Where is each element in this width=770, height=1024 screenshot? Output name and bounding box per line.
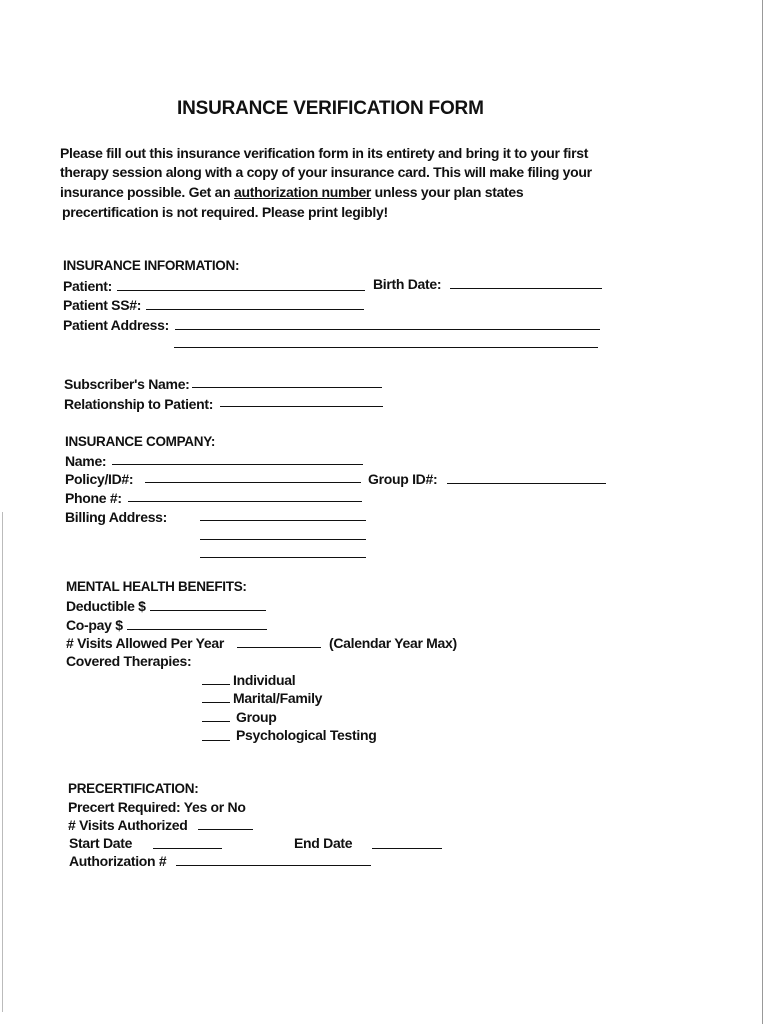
therapy-group-checkline[interactable] xyxy=(202,721,230,722)
covered-therapies-label: Covered Therapies: xyxy=(66,653,192,669)
visits-allowed-label: # Visits Allowed Per Year xyxy=(66,635,224,651)
authorization-label: Authorization # xyxy=(69,853,167,869)
company-name-label: Name: xyxy=(65,453,107,469)
visits-authorized-label: # Visits Authorized xyxy=(68,817,188,833)
intro-line-2: therapy session along with a copy of your insurance card. This will make filing your xyxy=(60,164,592,180)
calendar-year-max-label: (Calendar Year Max) xyxy=(329,635,457,651)
group-id-field[interactable] xyxy=(447,483,606,484)
billing-address-label: Billing Address: xyxy=(65,509,168,525)
policy-id-label: Policy/ID#: xyxy=(65,471,134,487)
end-date-field[interactable] xyxy=(372,848,442,849)
authorization-field[interactable] xyxy=(176,865,371,866)
subscriber-name-field[interactable] xyxy=(192,387,382,388)
intro-line-4: precertification is not required. Please print legibly! xyxy=(62,204,388,220)
intro-line-1: Please fill out this insurance verification form in its entirety and bring it to your first xyxy=(60,145,589,161)
birth-date-label: Birth Date: xyxy=(373,276,442,292)
precert-required-label: Precert Required: Yes or No xyxy=(68,799,246,815)
insurance-information-heading: INSURANCE INFORMATION: xyxy=(63,258,240,273)
copay-field[interactable] xyxy=(127,629,267,630)
intro-line-3-end: unless your plan states xyxy=(371,184,524,200)
policy-id-field[interactable] xyxy=(145,482,361,483)
deductible-field[interactable] xyxy=(150,610,266,611)
authorization-number-text: authorization number xyxy=(233,184,372,200)
therapy-psych-testing-label: Psychological Testing xyxy=(236,727,377,743)
page-edge-right xyxy=(762,0,763,1024)
intro-line-3 xyxy=(60,184,523,200)
insurance-company-heading: INSURANCE COMPANY: xyxy=(65,434,216,449)
group-id-label: Group ID#: xyxy=(368,471,438,487)
intro-line-3-start: insurance possible. Get an xyxy=(60,184,234,200)
visits-authorized-field[interactable] xyxy=(198,829,253,830)
start-date-field[interactable] xyxy=(153,848,222,849)
copay-label: Co-pay $ xyxy=(66,617,123,633)
therapy-group-label: Group xyxy=(236,709,277,725)
patient-ss-label: Patient SS#: xyxy=(63,297,142,313)
form-title: INSURANCE VERIFICATION FORM xyxy=(177,98,484,119)
mental-health-heading: MENTAL HEALTH BENEFITS: xyxy=(66,579,247,594)
birth-date-field[interactable] xyxy=(450,288,602,289)
relationship-label: Relationship to Patient: xyxy=(64,396,214,412)
patient-address-field-2[interactable] xyxy=(174,347,598,348)
patient-label: Patient: xyxy=(63,278,112,294)
phone-field[interactable] xyxy=(128,501,362,502)
start-date-label: Start Date xyxy=(69,835,133,851)
page-edge-left xyxy=(2,512,3,1012)
deductible-label: Deductible $ xyxy=(66,598,146,614)
phone-label: Phone #: xyxy=(65,490,122,506)
billing-address-field-3[interactable] xyxy=(200,557,366,558)
therapy-individual-checkline[interactable] xyxy=(202,684,230,685)
patient-ss-field[interactable] xyxy=(146,309,364,310)
relationship-field[interactable] xyxy=(220,406,383,407)
therapy-marital-family-checkline[interactable] xyxy=(202,702,230,703)
subscriber-name-label: Subscriber's Name: xyxy=(64,376,190,392)
therapy-marital-family-label: Marital/Family xyxy=(233,690,323,706)
end-date-label: End Date xyxy=(294,835,353,851)
company-name-field[interactable] xyxy=(112,464,363,465)
precertification-heading: PRECERTIFICATION: xyxy=(68,781,199,796)
billing-address-field-1[interactable] xyxy=(200,520,366,521)
patient-field[interactable] xyxy=(117,290,365,291)
patient-address-field-1[interactable] xyxy=(175,329,600,330)
visits-allowed-field[interactable] xyxy=(237,647,321,648)
billing-address-field-2[interactable] xyxy=(200,539,366,540)
patient-address-label: Patient Address: xyxy=(63,317,169,333)
therapy-individual-label: Individual xyxy=(233,672,296,688)
therapy-psych-testing-checkline[interactable] xyxy=(202,740,230,741)
